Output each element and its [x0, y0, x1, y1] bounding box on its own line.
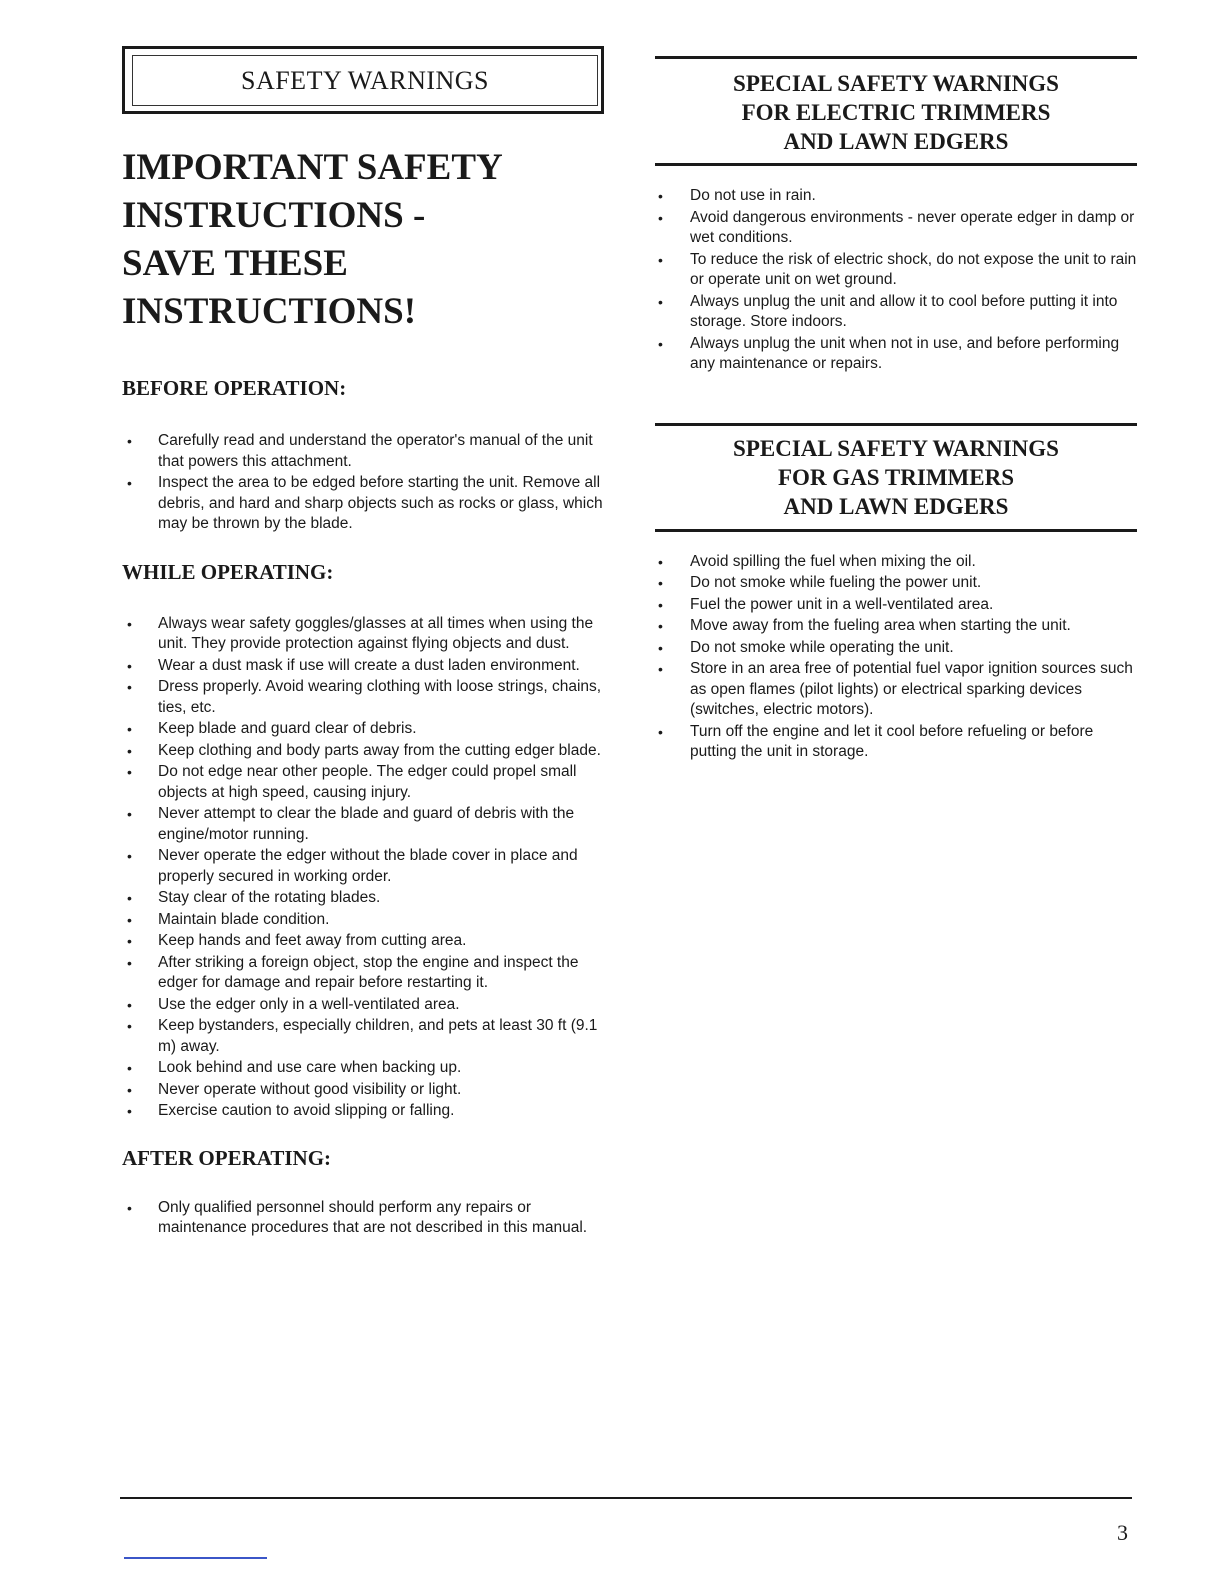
heading-line: FOR ELECTRIC TRIMMERS	[741, 100, 1051, 125]
bullet-icon: •	[127, 679, 132, 695]
list-item	[122, 931, 612, 952]
list-item	[655, 573, 1137, 594]
list-item	[655, 250, 1137, 291]
list-item-text: Never attempt to clear the blade and guard of debris with the engine/motor running.	[158, 805, 575, 843]
bullet-icon: •	[658, 575, 663, 591]
page-number: 3	[1117, 1520, 1128, 1545]
list-item-text: Do not smoke while operating the unit.	[690, 638, 954, 656]
divider	[655, 163, 1137, 166]
list-item	[122, 888, 612, 909]
list-item-text: Never operate the edger without the blade cover in place and properly secured in working order.	[158, 847, 578, 885]
electric-warnings-heading	[655, 59, 1137, 163]
list-item-text: Do not edge near other people. The edger could propel small objects at high speed, causing injury.	[158, 763, 577, 801]
right-column	[655, 56, 1137, 764]
title-line: INSTRUCTIONS -	[122, 195, 426, 236]
list-item-text: Always unplug the unit when not in use, and before performing any maintenance or repairs.	[690, 334, 1120, 372]
list-item-text: Do not use in rain.	[690, 187, 816, 204]
bullet-icon: •	[127, 764, 132, 780]
bullet-icon: •	[658, 335, 663, 352]
heading-line: SPECIAL SAFETY WARNINGS	[733, 71, 1059, 96]
list-item	[122, 762, 612, 803]
list-item-text: To reduce the risk of electric shock, do not expose the unit to rain or operate unit on wet ground.	[690, 250, 1137, 288]
list-item	[655, 208, 1137, 249]
list-item-text: Stay clear of the rotating blades.	[158, 889, 381, 906]
bullet-icon: •	[127, 890, 132, 906]
list-item-text: Maintain blade condition.	[158, 910, 330, 928]
list-item-text: Look behind and use care when backing up.	[158, 1059, 462, 1076]
title-line: INSTRUCTIONS!	[122, 291, 417, 332]
list-item	[122, 1058, 612, 1079]
safety-warnings-box-inner	[132, 55, 598, 106]
gas-warnings-list	[655, 552, 1137, 763]
list-item	[122, 656, 612, 677]
list-item	[122, 910, 612, 931]
while-operating-heading: WHILE OPERATING:	[122, 559, 334, 584]
list-item-text: After striking a foreign object, stop the engine and inspect the edger for damage and repair before restarting it.	[158, 953, 579, 991]
list-item-text: Keep blade and guard clear of debris.	[158, 720, 417, 737]
bullet-icon: •	[658, 293, 663, 310]
list-item	[655, 292, 1137, 333]
list-item-text: Move away from the fueling area when starting the unit.	[690, 617, 1071, 634]
heading-line: AND LAWN EDGERS	[783, 129, 1009, 154]
list-item	[122, 846, 612, 887]
page-title	[122, 144, 612, 336]
bullet-icon: •	[658, 661, 663, 677]
bullet-icon: •	[127, 954, 132, 971]
list-item	[122, 431, 612, 472]
footer-divider	[120, 1497, 1132, 1499]
while-operating-list	[122, 614, 612, 1122]
bullet-icon: •	[127, 475, 132, 491]
list-item	[655, 616, 1137, 637]
bullet-icon: •	[658, 596, 663, 613]
title-line: SAVE THESE	[122, 243, 348, 284]
electric-warnings-list	[655, 186, 1137, 375]
list-item-text: Do not smoke while fueling the power unit.	[690, 574, 982, 591]
divider	[655, 529, 1137, 532]
list-item	[122, 1080, 612, 1101]
bullet-icon: •	[127, 1199, 132, 1216]
list-item	[122, 995, 612, 1016]
safety-warnings-title: SAFETY WARNINGS	[240, 65, 490, 95]
list-item	[655, 638, 1137, 659]
list-item-text: Keep hands and feet away from cutting area.	[158, 932, 467, 949]
list-item	[655, 722, 1137, 763]
list-item-text: Inspect the area to be edged before starting the unit. Remove all debris, and hard and sharp objects such as rocks or glass, which may be thrown by the blade.	[158, 474, 603, 532]
left-column	[122, 46, 612, 1240]
bullet-icon: •	[127, 1081, 132, 1098]
bullet-icon: •	[127, 721, 132, 737]
bullet-icon: •	[658, 639, 663, 656]
bullet-icon: •	[127, 996, 132, 1013]
list-item-text: Use the edger only in a well-ventilated area.	[158, 995, 460, 1013]
bullet-icon: •	[127, 615, 132, 632]
list-item	[122, 1016, 612, 1057]
list-item	[655, 334, 1137, 375]
list-item	[122, 677, 612, 718]
list-item	[655, 659, 1137, 721]
bullet-icon: •	[127, 933, 132, 949]
after-operating-list	[122, 1198, 612, 1239]
list-item-text: Carefully read and understand the operator's manual of the unit that powers this attachment.	[158, 432, 593, 470]
before-operation-list	[122, 431, 612, 535]
bullet-icon: •	[658, 618, 663, 634]
bullet-icon: •	[658, 209, 663, 226]
list-item	[655, 595, 1137, 616]
list-item-text: Never operate without good visibility or light.	[158, 1080, 462, 1098]
bullet-icon: •	[127, 657, 132, 674]
heading-line: FOR GAS TRIMMERS	[778, 464, 1014, 490]
list-item-text: Always wear safety goggles/glasses at all times when using the unit. They provide protection against flying objects and dust.	[158, 614, 594, 652]
list-item-text: Only qualified personnel should perform any repairs or maintenance procedures that are not described in this manual.	[158, 1198, 588, 1236]
bullet-icon: •	[127, 742, 132, 759]
list-item	[122, 741, 612, 762]
bullet-icon: •	[658, 553, 663, 570]
bullet-icon: •	[127, 1018, 132, 1034]
list-item	[122, 953, 612, 994]
bullet-icon: •	[127, 806, 132, 822]
list-item-text: Store in an area free of potential fuel vapor ignition sources such as open flames (pilot lights) or electrical sparking devices (switches, electric motors).	[690, 660, 1133, 718]
list-item-text: Keep bystanders, especially children, and pets at least 30 ft (9.1 m) away.	[158, 1017, 598, 1055]
list-item	[655, 552, 1137, 573]
bullet-icon: •	[127, 911, 132, 928]
bullet-icon: •	[658, 251, 663, 268]
list-item	[655, 186, 1137, 207]
bullet-icon: •	[127, 848, 132, 864]
heading-line: AND LAWN EDGERS	[783, 493, 1009, 519]
blue-underline	[124, 1557, 267, 1559]
title-line: IMPORTANT SAFETY	[122, 147, 503, 188]
list-item	[122, 1101, 612, 1122]
before-operation-heading: BEFORE OPERATION:	[122, 376, 347, 400]
list-item	[122, 719, 612, 740]
safety-warnings-box	[122, 46, 604, 114]
list-item-text: Keep clothing and body parts away from the cutting edger blade.	[158, 741, 601, 759]
bullet-icon: •	[127, 1060, 132, 1076]
list-item	[122, 614, 612, 655]
list-item	[122, 804, 612, 845]
gas-warnings-heading	[655, 426, 1137, 529]
list-item-text: Fuel the power unit in a well-ventilated area.	[690, 595, 994, 613]
bullet-icon: •	[658, 723, 663, 740]
list-item-text: Exercise caution to avoid slipping or falling.	[158, 1102, 455, 1119]
list-item-text: Avoid dangerous environments - never operate edger in damp or wet conditions.	[690, 208, 1135, 246]
list-item-text: Always unplug the unit and allow it to cool before putting it into storage. Store indoors.	[690, 292, 1118, 330]
bullet-icon: •	[127, 433, 132, 449]
list-item-text: Turn off the engine and let it cool before refueling or before putting the unit in storage.	[690, 722, 1094, 760]
after-operating-heading: AFTER OPERATING:	[122, 1145, 332, 1170]
heading-line: SPECIAL SAFETY WARNINGS	[733, 435, 1059, 461]
bullet-icon: •	[658, 188, 663, 204]
list-item-text: Avoid spilling the fuel when mixing the oil.	[690, 552, 976, 570]
bullet-icon: •	[127, 1103, 132, 1119]
list-item	[122, 473, 612, 535]
list-item-text: Wear a dust mask if use will create a dust laden environment.	[158, 656, 580, 674]
list-item	[122, 1198, 612, 1239]
list-item-text: Dress properly. Avoid wearing clothing with loose strings, chains, ties, etc.	[158, 678, 602, 716]
